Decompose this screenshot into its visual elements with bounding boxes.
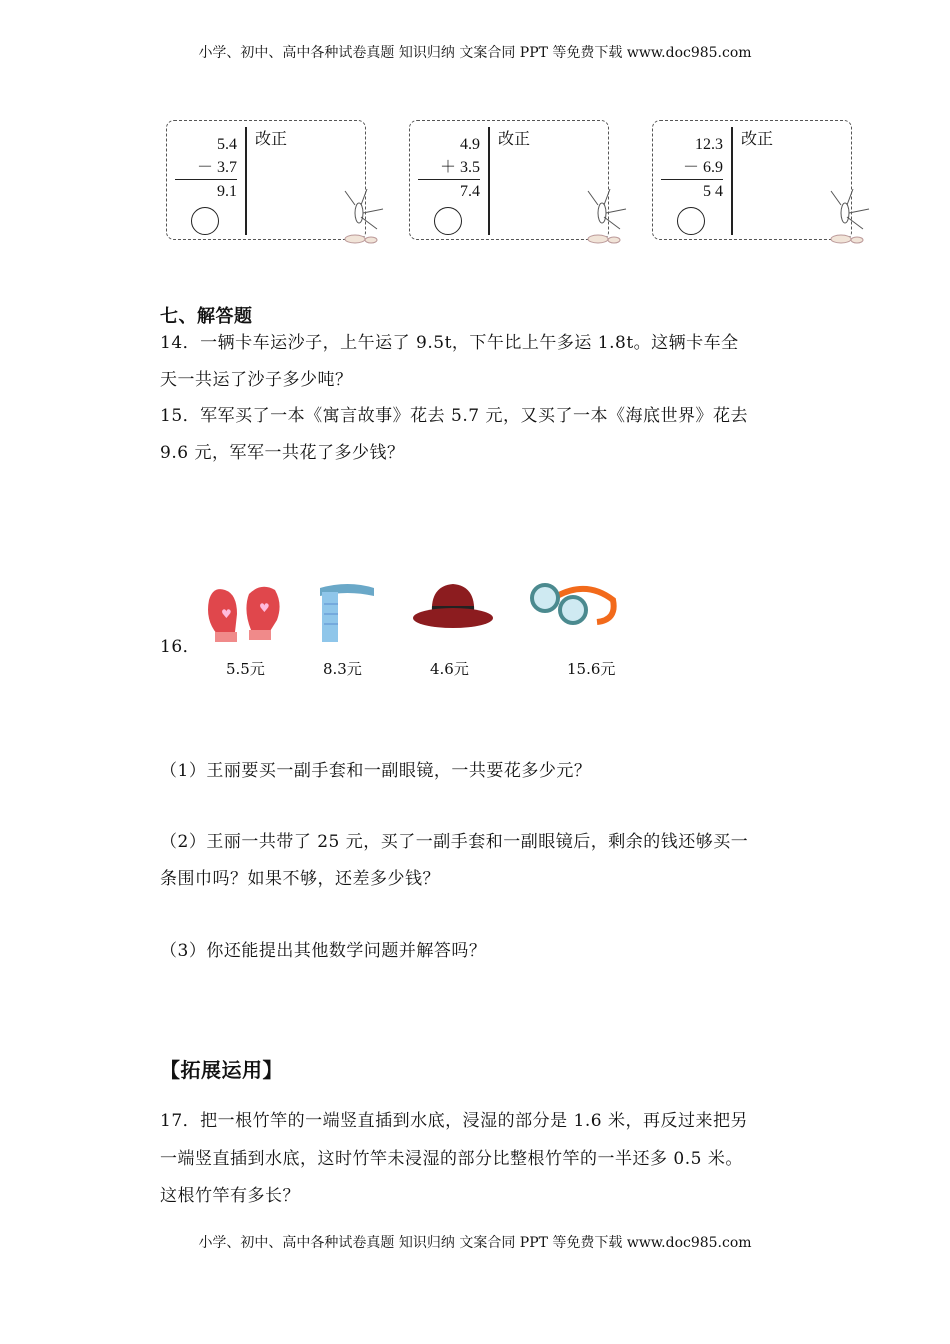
page-header: 小学、初中、高中各种试卷真题 知识归纳 文案合同 PPT 等免费下载 www.doc985.com	[198, 45, 752, 61]
correction-label: 改正	[255, 129, 288, 148]
q14-line2: 天一共运了沙子多少吨？	[160, 370, 353, 390]
q17-line1: 17．把一根竹竿的一端竖直插到水底，浸湿的部分是 1.6 米，再反过来把另	[160, 1111, 748, 1131]
section-title: 七、解答题	[160, 306, 253, 327]
price-scarf: 8.3元	[323, 660, 362, 678]
q16-part2-line1: （2）王丽一共带了 25 元，买了一副手套和一副眼镜后，剩余的钱还够买一	[160, 832, 749, 852]
dragonfly-icon	[823, 185, 873, 245]
q16-part1: （1）王丽要买一副手套和一副眼镜，一共要花多少元？	[160, 761, 592, 781]
price-mittens: 5.5元	[226, 660, 265, 678]
q16-number: 16．	[160, 637, 201, 657]
correction-card-1	[166, 120, 366, 240]
answer: 9.1	[175, 179, 237, 203]
q15-line1: 15．军军买了一本《寓言故事》花去 5.7 元，又买了一本《海底世界》花去	[160, 406, 748, 426]
hat-icon	[412, 580, 494, 636]
divider	[488, 127, 490, 235]
q17-line3: 这根竹竿有多长？	[160, 1186, 300, 1206]
correction-label: 改正	[498, 129, 531, 148]
operand-b: － 3.7	[196, 159, 237, 176]
svg-text:♥: ♥	[221, 607, 232, 621]
dragonfly-icon	[337, 185, 387, 245]
q14-line1: 14．一辆卡车运沙子，上午运了 9.5t，下午比上午多运 1.8t。这辆卡车全	[160, 333, 739, 353]
q17-line2: 一端竖直插到水底，这时竹竿未浸湿的部分比整根竹竿的一半还多 0.5 米。	[160, 1149, 743, 1169]
correction-card-3	[652, 120, 852, 240]
operand-b: ＋ 3.5	[439, 159, 480, 176]
mittens-icon	[203, 580, 283, 646]
answer: 5 4	[661, 179, 723, 203]
correction-card-2	[409, 120, 609, 240]
price-hat: 4.6元	[430, 660, 469, 678]
scarf-icon	[318, 580, 378, 646]
correction-label: 改正	[741, 129, 774, 148]
operand-a: 12.3	[695, 136, 723, 153]
check-circle[interactable]	[434, 207, 462, 235]
svg-text:♥: ♥	[259, 601, 270, 615]
q16-part3: （3）你还能提出其他数学问题并解答吗？	[160, 941, 487, 961]
divider	[245, 127, 247, 235]
price-goggles: 15.6元	[567, 660, 616, 678]
section-title-extension: 【拓展运用】	[160, 1058, 283, 1082]
dragonfly-icon	[580, 185, 630, 245]
operand-a: 5.4	[217, 136, 237, 153]
check-circle[interactable]	[677, 207, 705, 235]
operand-a: 4.9	[460, 136, 480, 153]
q16-part2-line2: 条围巾吗？如果不够，还差多少钱？	[160, 869, 440, 889]
answer: 7.4	[418, 179, 480, 203]
q15-line2: 9.6 元，军军一共花了多少钱？	[160, 443, 405, 463]
divider	[731, 127, 733, 235]
goggles-icon	[527, 580, 619, 636]
operand-b: － 6.9	[682, 159, 723, 176]
check-circle[interactable]	[191, 207, 219, 235]
page-footer: 小学、初中、高中各种试卷真题 知识归纳 文案合同 PPT 等免费下载 www.doc985.com	[198, 1235, 752, 1251]
